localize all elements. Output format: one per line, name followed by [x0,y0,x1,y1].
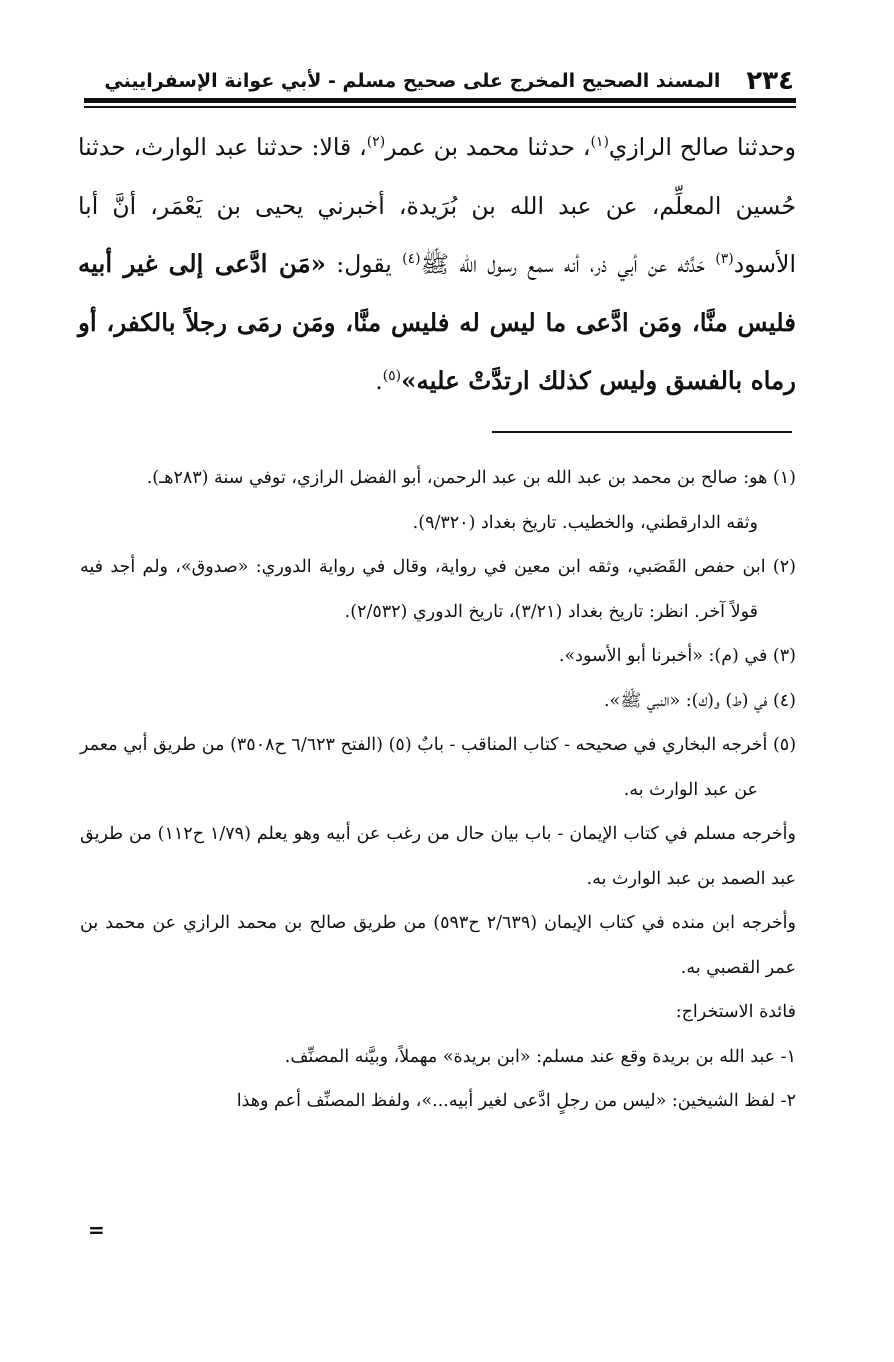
header-rule-thin [84,106,796,108]
text-segment: وحدثنا صالح الرازي [608,133,796,161]
text-segment: . [375,367,383,395]
footnote-1: (١) هو: صالح بن محمد بن عبد الله بن عبد الرحمن، أبو الفضل الرازي، توفي سنة (٢٨٣هـ). [146,468,796,488]
footnote-ref-5[interactable]: (٥) [382,368,402,384]
footnote-separator [492,431,792,433]
footnote-2: (٢) ابن حفص القَصَبي، وثقه ابن معين في رواية، وقال في رواية الدوري: «صدوق»، ولم أجد فيه قولاً آخر. انظر: تاريخ بغداد (٣/٢١)، تاريخ الدوري (٢/٥٣٢). [80,557,796,622]
footnote-ref-2[interactable]: (٢) [366,134,386,150]
footnote-4: (٤) في (ط) و(ك): «النبي ﷺ». [603,690,796,711]
footnote-ref-1[interactable]: (١) [590,134,609,150]
footnote-5-benefit-heading: فائدة الاستخراج: [675,1002,796,1022]
text-segment: ، قالا: حدثنا عبد الوارث، حدثنا حُسين المعلِّم، عن عبد الله بن بُرَيدة، أخبرني يحيى بن يَعْمَر، أنَّ أبا الأسود [78,133,796,278]
footnote-1-note: وثقه الدارقطني، والخطيب. تاريخ بغداد (٩/٣٢٠). [412,512,758,533]
page-number: ٢٣٤ [746,66,794,96]
footnote-ref-3[interactable]: (٣) [715,251,734,267]
text-segment: حَدَّثه عن أبي ذر، أنه سمع رسول الله ﷺ [420,250,716,278]
text-segment: ، حدثنا محمد بن عمر [385,133,591,161]
running-title: المسند الصحيح المخرج على صحيح مسلم - لأبي عوانة الإسفراييني [104,70,721,92]
footnotes [80,456,796,1124]
text-segment: يقول: [325,250,403,278]
running-header [84,66,794,96]
footnote-3: (٣) في (م): «أخبرنا أبو الأسود». [558,646,796,666]
continuation-mark: = [88,1218,105,1242]
footnote-5-benefit-1: ١- عبد الله بن بريدة وقع عند مسلم: «ابن بريدة» مهملاً، وبيَّنه المصنِّف. [284,1046,796,1067]
main-paragraph [78,118,796,411]
footnote-ref-4[interactable]: (٤) [402,251,421,267]
footnote-5-muslim: وأخرجه مسلم في كتاب الإيمان - باب بيان حال من رغب عن أبيه وهو يعلم (١/٧٩ ح١١٢) من طريق عبد الصمد بن عبد الوارث به. [80,824,796,889]
header-rule-thick [84,98,796,103]
main-text [78,118,796,411]
footnote-5-benefit-2: ٢- لفظ الشيخين: «ليس من رجلٍ ادَّعى لغير أبيه...»، ولفظ المصنِّف أعم وهذا [236,1091,796,1111]
footnote-5: (٥) أخرجه البخاري في صحيحه - كتاب المناقب - بابٌ (٥) (الفتح ٦/٦٢٣ ح٣٥٠٨) من طريق أبي معمر عن عبد الوارث به. [80,735,797,800]
footnote-5-ibn-mandah: وأخرجه ابن منده في كتاب الإيمان (٢/٦٣٩ ح٥٩٣) من طريق صالح بن محمد الرازي عن محمد بن عمر القصبي به. [80,913,796,978]
hadith-text: «مَن ادَّعى إلى غير أبيه فليس منَّا، ومَن ادَّعى ما ليس له فليس منَّا، ومَن رمَى رجلاً بالكفر، أو رماه بالفسق وليس كذلك ارتدَّتْ عليه» [78,249,796,395]
